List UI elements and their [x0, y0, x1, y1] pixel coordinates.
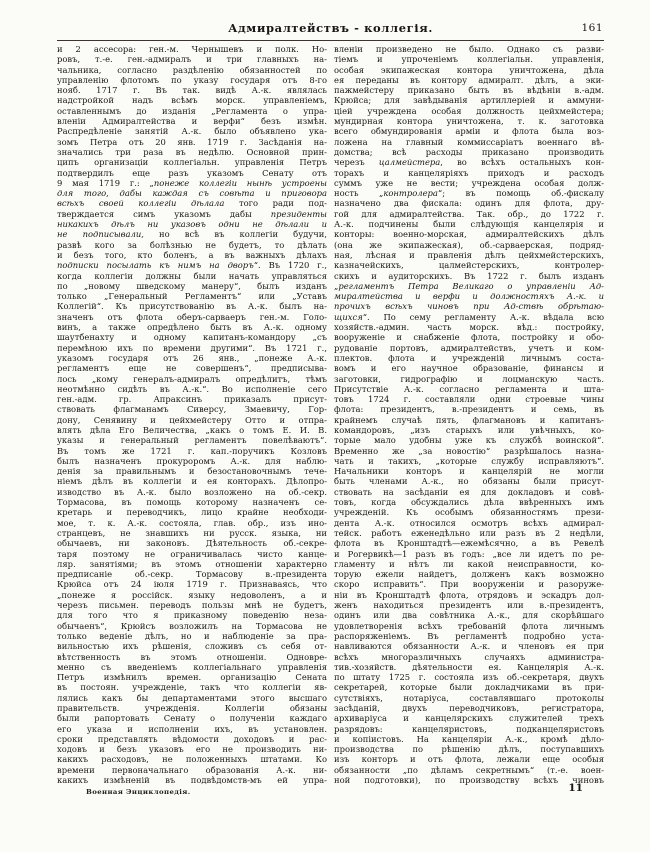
text-line: сроки представлять вѣдомости доходовъ и рас-: [57, 733, 327, 744]
text-line: менно съ введеніемъ коллегіальнаго управленія: [57, 661, 327, 672]
text-line: рудованіе портовъ, адмиралтействъ, учетъ и ком-: [334, 342, 604, 353]
text-line: Петръ измѣнилъ времен. организацію Сената: [57, 672, 327, 683]
text-line: учрежденій. Къ особымъ обязанностямъ прези-: [334, 507, 604, 518]
text-line: значались три раза въ недѣлю. Основной прин-: [57, 146, 327, 157]
text-line: всѣхъ многоразличныхъ случаяхъ администра-: [334, 651, 604, 662]
text-line: въ постоян. учрежденіе, такъ что коллегіи яв-: [57, 682, 327, 693]
text-line: прочихъ всѣхъ чиновъ при Ад-ствѣ обрѣтаю-: [334, 301, 604, 312]
text-line: Крюйса отъ 24 іюля 1719 г. Признаваясь, что: [57, 579, 327, 590]
text-line: флота: президентъ, в.-президентъ и семь, въ: [334, 404, 604, 415]
text-line: его указа и исполненіи ихъ, въ установлен.: [57, 723, 327, 734]
text-line: ность „контролера“; въ помощь об.-фискалу: [334, 188, 604, 199]
text-line: указы и генеральный регламентъ повелѣваютъ“.: [57, 435, 327, 446]
text-line: ствовать на засѣданіи ея для докладовъ и совѣ-: [334, 486, 604, 497]
signature-number: 11: [568, 782, 583, 794]
text-line: хозяйств.-админ. часть морск. вѣд.: постройку,: [334, 322, 604, 333]
text-line: ніи въ Кронштадтѣ флота, отрядовъ и эскадръ дол-: [334, 589, 604, 600]
text-line: Въ томъ же 1721 г. кап.-поручикъ Козловъ: [57, 445, 327, 456]
text-line: Присутствіе А.-к. согласно регламента и шта-: [334, 383, 604, 394]
text-line: ная, лѣсная и правленія дѣлъ цейхмейстерскихъ,: [334, 249, 604, 260]
text-line: какихъ расходовъ, не положенныхъ штатами. Ко: [57, 754, 327, 765]
text-line: архиваріуса и канцелярскихъ служителей трехъ: [334, 713, 604, 724]
text-body: [57, 44, 604, 785]
text-line: распоряженіемъ. Въ регламентѣ подробно уста-: [334, 630, 604, 641]
text-line: перемѣною ихъ по времени другими“. Въ 1721 г.,: [57, 342, 327, 353]
text-line: обязанности „по дѣламъ секретнымъ“ (т.-е. воен-: [334, 764, 604, 775]
text-line: скихъ и аудиторскихъ. Въ 1722 г. былъ изданъ: [334, 270, 604, 281]
text-line: черезъ цалмейстера, во всѣхъ остальныхъ кон-: [334, 157, 604, 168]
text-line: ствовать флагманамъ Сиверсу, Змаевичу, Гор-: [57, 404, 327, 415]
text-line: вооруженіе и снабженіе флота, постройку и обо-: [334, 332, 604, 343]
text-line: одинъ или два совѣтника А.-к., для скорѣйшаго: [334, 610, 604, 621]
text-line: чать и такихъ, „которые службу исправляютъ“.: [334, 455, 604, 466]
text-line: производства по рѣшенію дѣлъ, поступавшихъ: [334, 744, 604, 755]
text-line: только „Генеральный Регламентъ“ или „Уставъ: [57, 291, 327, 302]
text-line: правительств. учрежденія. Коллегіи обязаны: [57, 703, 327, 713]
running-head: [57, 21, 604, 37]
text-line: не подписывали, но всѣ въ коллегіи будучи,: [57, 229, 327, 240]
text-line: Временно же „за новостію“ разрѣшалось назна-: [334, 445, 604, 456]
text-line: вленіи произведено не было. Однако съ разви-: [334, 44, 604, 54]
text-line: денія за правильнымъ и безостановочнымъ тече-: [57, 466, 327, 477]
text-line: крайнемъ случаѣ пять, флагмановъ и капитанъ-: [334, 414, 604, 425]
text-line: регламентъ еще не совершенъ“, предписыва-: [57, 363, 327, 374]
text-line: и копіистовъ. На канцеляріи А.-к., кромѣ дѣло-: [334, 733, 604, 744]
text-line: оставленнымъ до изданія „Регламента о упра-: [57, 105, 327, 116]
text-line: гой для адмиралтейства. Так. обр., до 1722 г.: [334, 208, 604, 219]
article-title: Адмиралтействъ - коллегія.: [228, 21, 433, 35]
text-line: торую ежели найдетъ, долженъ какъ возможно: [334, 569, 604, 580]
text-line: ея переданы въ контору адмиралт. дѣлъ, а эки-: [334, 74, 604, 85]
text-column-right: [334, 44, 604, 785]
text-line: развѣ кого за болѣзнью не будетъ, то дѣлать: [57, 239, 327, 250]
text-line: конторы: военно-морская, адмиралтейскихъ дѣлъ: [334, 229, 604, 240]
text-line: миралтейства и верфи и должностяхъ А.-к. и: [334, 291, 604, 302]
text-line: торые мало удобны уже къ службѣ воинской“.: [334, 435, 604, 446]
text-line: черезъ письмен. переводъ пользы мнѣ не будетъ,: [57, 600, 327, 611]
text-line: для того, дабы каждая съ совѣта и приговора: [57, 188, 327, 199]
text-line: ципъ организаціи коллегіальн. управленія Петръ: [57, 157, 327, 168]
text-line: тіемъ и упроченіемъ коллегіальн. управленія,: [334, 54, 604, 65]
text-line: тив.-хозяйств. дѣятельности ея. Канцелярія А.-к.: [334, 661, 604, 672]
text-line: и безъ того, кто боленъ, а въ важныхъ дѣлахъ: [57, 249, 327, 260]
text-line: надстройкой надъ всѣмъ морск. управленіемъ,: [57, 95, 327, 106]
text-line: плектов. флота и учрежденій личнымъ соста-: [334, 352, 604, 363]
text-column-left: [57, 44, 327, 785]
text-line: особая экипажеская контора уничтожена, дѣла: [334, 64, 604, 75]
text-line: нояб. 1717 г. Въ так. видѣ А.-к. являлась: [57, 85, 327, 96]
text-line: изводство въ А.-к. было возложено на об.-секр.: [57, 486, 327, 497]
text-line: товъ 1724 г. составляли одни строевые чины: [334, 394, 604, 405]
text-line: мундирная контора уничтожена, т. к. заготовка: [334, 116, 604, 127]
text-line: значенъ отъ флота оберъ-сарваеръ ген.-м. Голо-: [57, 311, 327, 322]
text-line: дента А.-к. относился осмотръ всѣхъ адмирал-: [334, 517, 604, 528]
text-line: тверждается симъ указомъ дабы президенты: [57, 208, 327, 219]
text-line: быть членами А.-к., но обязаны были присут-: [334, 476, 604, 487]
text-line: указомъ государя отъ 26 янв., „понеже А.-к.: [57, 352, 327, 363]
text-line: неотмѣнно сидѣть въ А.-к.“. Во исполненіе сего: [57, 383, 327, 394]
text-line: времени первоначальнаго образованія А.-к. ни-: [57, 764, 327, 775]
text-line: торахъ и канцеляріяхъ приходъ и расходъ: [334, 167, 604, 178]
text-line: командоровъ, „изъ старыхъ или увѣчныхъ, ко-: [334, 424, 604, 435]
text-line: домства; всѣ расходы приказано производить: [334, 146, 604, 157]
text-line: и Рогервикѣ—1 разъ въ годъ: „все ли идетъ по ре-: [334, 548, 604, 559]
text-line: Распредѣленіе занятій А.-к. было объявлено ука-: [57, 126, 327, 137]
text-line: навливаются обязанности А.-к. и членовъ ея при: [334, 641, 604, 652]
text-line: гламенту и нѣтъ ли какой неисправности, ко-: [334, 558, 604, 569]
text-line: таря поэтому не ограничивалась чисто канце-: [57, 548, 327, 559]
text-line: сутствіяхъ, нотаріуса, составлявшаго протоколы: [334, 692, 604, 703]
text-line: обычаенъ“, Крюйсъ возложилъ на Тормасова не: [57, 620, 327, 631]
text-line: зомъ Петра отъ 20 янв. 1719 г. Засѣданія на-: [57, 136, 327, 147]
text-line: удовлетворенія всѣхъ требованій флота личнымъ: [334, 620, 604, 631]
text-line: какихъ измѣненій въ подвѣдомств-мъ ей упра-: [57, 775, 327, 786]
text-line: Начальники конторъ и канцелярій не могли: [334, 466, 604, 477]
text-line: казначейскихъ, цалмейстерскихъ, контролер-: [334, 260, 604, 271]
text-line: 9 мая 1719 г.: „понеже коллегіи нынѣ устроены: [57, 177, 327, 188]
text-line: (она же экипажеская), об.-сарваерская, подряд-: [334, 239, 604, 250]
text-line: подтвердилъ еще разъ указомъ Сенату отъ: [57, 167, 327, 178]
text-line: ровъ, т.-е. ген.-адмиралъ и три главныхъ на-: [57, 54, 327, 65]
text-line: Крюйса; для завѣдыванія артиллеріей и аммуни-: [334, 95, 604, 106]
text-line: вѣтственность въ этомъ отношеніи. Одновре-: [57, 651, 327, 662]
text-line: назначено два фискала: одинъ для флота, дру-: [334, 198, 604, 209]
text-line: обычаевъ, ни законовъ. Дѣятельность об.-секре-: [57, 538, 327, 549]
text-line: чальника, согласно раздѣленію обязанностей по: [57, 64, 327, 75]
text-line: „понеже я россійск. языку недоволенъ, а и: [57, 589, 327, 600]
text-line: влять дѣла Его Величества, „какъ о томъ Е. И. В.: [57, 424, 327, 435]
text-line: вленіи Адмиралтейства и верфи“ безъ измѣн.: [57, 116, 327, 127]
text-line: винъ, а также опредѣлено быть въ А.-к. одному: [57, 322, 327, 333]
text-line: скоро исправить“. При вооруженіи и разоруже-: [334, 579, 604, 590]
text-line: ген.-адм. гр. Апраксинъ приказалъ присут-: [57, 394, 327, 405]
text-line: лось „кому генералъ-адмиралъ опредѣлитъ, тѣмъ: [57, 373, 327, 384]
text-line: ходовъ и безъ указовъ его не производить ни-: [57, 744, 327, 755]
text-line: управленію флотомъ по указу государя отъ 8-го: [57, 74, 327, 85]
text-line: ціей учреждена особая должность цейхмейстера;: [334, 105, 604, 116]
text-line: женъ находиться президентъ или в.-президентъ,: [334, 600, 604, 611]
text-line: секретарей, которые были докладчиками въ при-: [334, 682, 604, 693]
text-line: всего обмундированія арміи и флота была воз-: [334, 126, 604, 137]
text-line: суммъ уже не вести; учреждена особая долж-: [334, 177, 604, 188]
text-line: засѣданій, двухъ переводчиковъ, регистратора,: [334, 703, 604, 713]
text-line: ляр. занятіями; въ этомъ отношеніи характерно: [57, 558, 327, 569]
text-line: изъ конторъ и отъ флота, лежали еще особыя: [334, 754, 604, 765]
text-line: Тормасова, въ помощь которому назначенъ се-: [57, 497, 327, 508]
text-line: шаутбенахту и одному капитанъ-командору „съ: [57, 332, 327, 343]
text-line: щихся“. По сему регламенту А.-к. вѣдала всю: [334, 311, 604, 322]
text-line: по штату 1725 г. состояла изъ об.-секретаря, двухъ: [334, 672, 604, 683]
text-line: только веденіе дѣлъ, но и наблюденіе за пра-: [57, 630, 327, 641]
text-line: когда коллегіи должны были начать управляться: [57, 270, 327, 281]
text-line: флота въ Кронштадтѣ—ежемѣсячно, а въ Ревелѣ: [334, 538, 604, 549]
text-line: кретарь и переводчикъ, лицо крайне необходи-: [57, 507, 327, 518]
text-line: лялись какъ бы департаментами этого высшаго: [57, 692, 327, 703]
text-line: всѣхъ своей коллегіи дѣлала того ради под-: [57, 198, 327, 209]
text-line: заготовки, гидрографію и лоцманскую часть.: [334, 373, 604, 384]
text-line: товъ, когда обсуждались дѣла ввѣренныхъ имъ: [334, 497, 604, 508]
text-line: пажмейстеру приказано быть въ вѣдѣніи в.-адм.: [334, 85, 604, 96]
text-line: подписки посылать къ нимъ на дворъ“. Въ 1720 г.,: [57, 260, 327, 271]
text-line: для того что я приказному поведенію неза-: [57, 610, 327, 621]
text-line: ніемъ дѣлъ въ коллегіи и ея конторахъ. Дѣлопро-: [57, 476, 327, 487]
text-line: ной подготовки), по производству всѣхъ чиновъ: [334, 775, 604, 786]
text-line: никакихъ дѣлъ ни указовъ одни не дѣлали и: [57, 219, 327, 230]
text-line: мое, т. к. А.-к. состояла, глав. обр., изъ ино-: [57, 517, 327, 528]
text-line: А.-к. подчинены были слѣдующія канцелярія и: [334, 219, 604, 230]
text-line: были рапортовать Сенату о полученіи каждаго: [57, 713, 327, 724]
text-line: вильностью ихъ рѣшенія, сложивъ съ себя от-: [57, 641, 327, 652]
text-line: предписаніе об.-секр. Тормасову в.-президента: [57, 569, 327, 580]
text-line: „регламентъ Петра Великаго о управленіи Ад-: [334, 280, 604, 291]
footer-imprint: Военная Энциклопедія.: [86, 788, 191, 796]
text-line: былъ назначенъ прокуроромъ А.-к. для наблю-: [57, 455, 327, 466]
text-line: разрядовъ: канцеляристовъ, подканцеляристовъ: [334, 723, 604, 734]
text-line: ложена на главный коммиссаріатъ военнаго вѣ-: [334, 136, 604, 147]
text-line: Коллегій“. Къ присутствованію въ А.-к. былъ на-: [57, 301, 327, 312]
text-line: дону, Сенявину и цейхмейстеру Отто и отпра-: [57, 414, 327, 425]
text-line: по „новому шведскому манеру“, былъ изданъ: [57, 280, 327, 291]
text-line: вомъ и его научное образованіе, финансы и: [334, 363, 604, 374]
text-line: тейск. работъ еженедѣльно или разъ въ 2 недѣли,: [334, 527, 604, 538]
page-number: 161: [581, 22, 603, 34]
text-line: и 2 ассесора: ген.-м. Чернышевъ и полк. Но-: [57, 44, 327, 54]
text-line: странцевъ, не знавшихъ ни русск. языка, ни: [57, 527, 327, 538]
header-rule: [57, 40, 604, 41]
